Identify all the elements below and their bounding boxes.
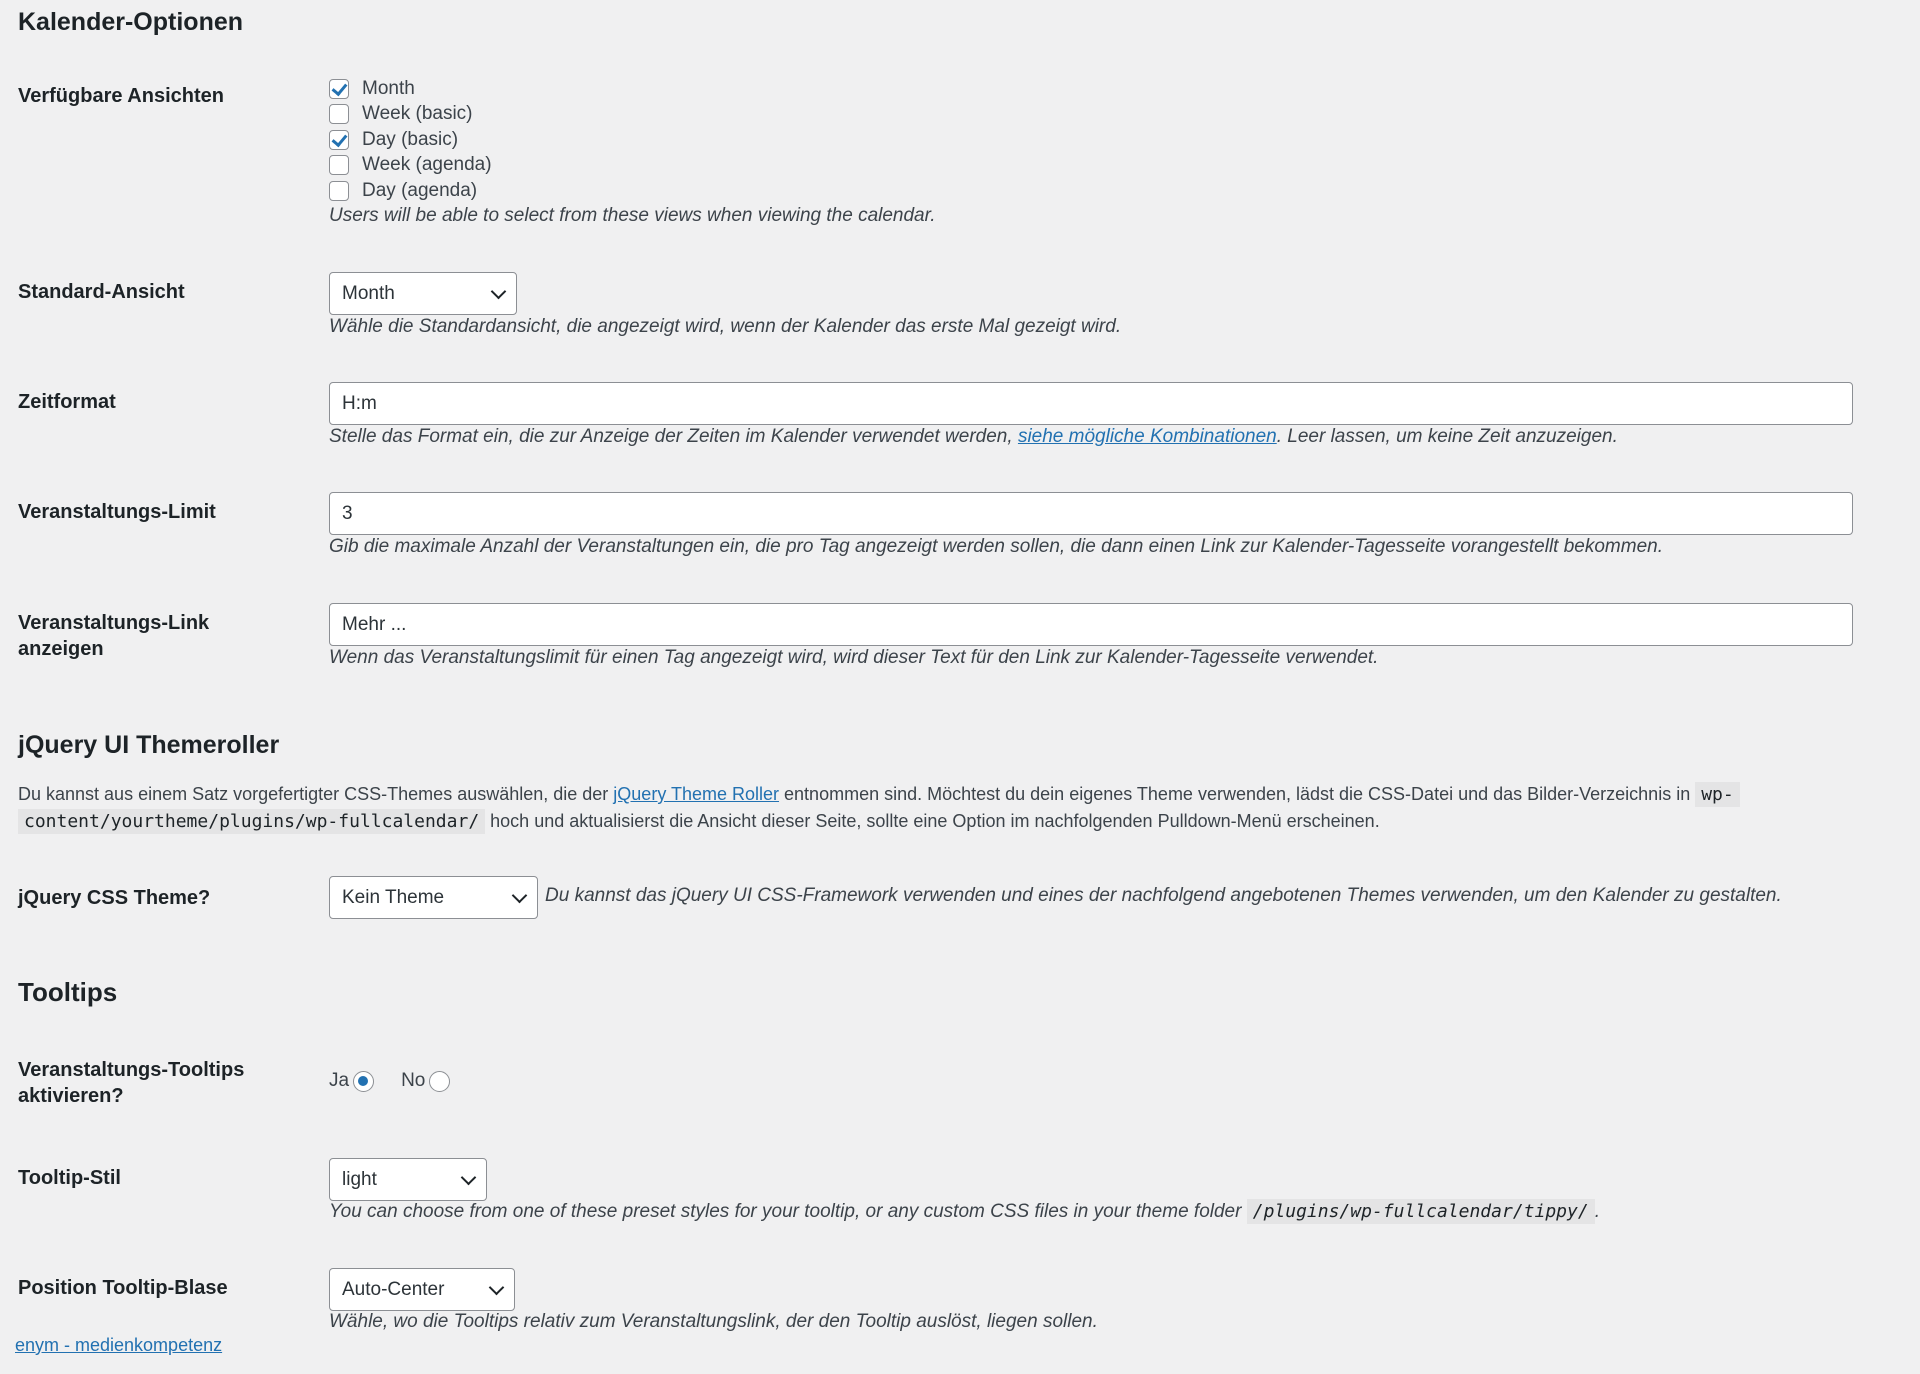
- event-link-label-line2: anzeigen: [18, 638, 104, 660]
- time-format-description-text: Stelle das Format ein, die zur Anzeige der Zeiten im Kalender verwendet werden,: [329, 426, 1018, 447]
- tooltips-enable-label: [18, 1057, 244, 1109]
- checkbox-week-basic[interactable]: [329, 104, 349, 124]
- view-option-month[interactable]: [329, 76, 492, 102]
- tooltip-style-description-text: You can choose from one of these preset styles for your tooltip, or any custom CSS files in your theme folder: [329, 1201, 1247, 1222]
- jquery-theme-roller-link[interactable]: jQuery Theme Roller: [613, 784, 780, 804]
- view-option-week-agenda[interactable]: [329, 153, 492, 179]
- tooltips-heading: Tooltips: [18, 977, 118, 1007]
- time-format-combinations-link[interactable]: siehe mögliche Kombinationen: [1017, 426, 1277, 447]
- view-option-day-basic[interactable]: [329, 127, 492, 153]
- view-option-label: Week (agenda): [362, 154, 492, 176]
- available-views-label: Verfügbare Ansichten: [18, 85, 224, 107]
- event-limit-description: Gib die maximale Anzahl der Veranstaltungen ein, die pro Tag angezeigt werden sollen, die dann einen Link zur Kalender-Tagesseite vorangestellt bekommen.: [329, 536, 1663, 557]
- tooltip-style-path-code: /plugins/wp-fullcalendar/tippy/: [1247, 1199, 1595, 1224]
- themeroller-heading: jQuery UI Themeroller: [18, 731, 280, 759]
- time-format-label: Zeitformat: [18, 391, 116, 413]
- tooltip-position-label: Position Tooltip-Blase: [18, 1277, 228, 1299]
- tooltips-enable-label-line2: aktivieren?: [18, 1085, 124, 1107]
- default-view-select[interactable]: [329, 272, 517, 315]
- checkbox-week-agenda[interactable]: [329, 155, 349, 175]
- view-option-week-basic[interactable]: [329, 102, 492, 128]
- calendar-options-heading: Kalender-Optionen: [18, 8, 244, 36]
- view-option-label: Month: [362, 77, 415, 99]
- tooltip-position-value: Auto-Center: [342, 1278, 445, 1300]
- css-theme-value: Kein Theme: [342, 886, 445, 908]
- themeroller-text-1: Du kannst aus einem Satz vorgefertigter CSS-Themes auswählen, die der: [18, 784, 614, 804]
- themeroller-description: [18, 781, 1848, 835]
- default-view-label: Standard-Ansicht: [18, 281, 185, 303]
- event-link-label: [18, 610, 209, 662]
- default-view-value: Month: [342, 282, 395, 304]
- checkbox-day-agenda[interactable]: [329, 181, 349, 201]
- radio-yes[interactable]: [353, 1071, 374, 1092]
- time-format-description-suffix: . Leer lassen, um keine Zeit anzuzeigen.: [1276, 426, 1618, 447]
- themeroller-text-2: entnommen sind. Möchtest du dein eigenes Theme verwenden, lädst die CSS-Datei und das Bilder-Verzeichnis in: [779, 784, 1696, 804]
- themeroller-path-code-cont: content/yourtheme/plugins/wp-fullcalendar/: [18, 809, 485, 834]
- css-theme-select[interactable]: [329, 876, 538, 919]
- chevron-down-icon: [512, 887, 528, 903]
- tooltip-position-select[interactable]: [329, 1268, 515, 1311]
- event-link-input[interactable]: Mehr ...: [329, 603, 1853, 646]
- checkbox-month[interactable]: [329, 79, 349, 99]
- view-option-label: Day (basic): [362, 128, 459, 150]
- time-format-input[interactable]: H:m: [329, 382, 1853, 425]
- themeroller-text-3: hoch und aktualisierst die Ansicht dieser Seite, sollte eine Option im nachfolgenden Pulldown-Menü erscheinen.: [485, 811, 1380, 831]
- footer-credit-link[interactable]: enym - medienkompetenz: [15, 1335, 223, 1355]
- radio-no-label: No: [401, 1070, 426, 1091]
- view-option-day-agenda[interactable]: [329, 178, 492, 204]
- tooltip-style-value: light: [342, 1168, 377, 1190]
- radio-no[interactable]: [429, 1071, 450, 1092]
- default-view-description: Wähle die Standardansicht, die angezeigt wird, wenn der Kalender das erste Mal gezeigt wird.: [329, 316, 1122, 337]
- event-link-label-line1: Veranstaltungs-Link: [18, 612, 210, 634]
- tooltip-style-select[interactable]: [329, 1158, 487, 1201]
- view-option-label: Day (agenda): [362, 179, 478, 201]
- event-limit-input[interactable]: 3: [329, 492, 1853, 535]
- event-link-description: Wenn das Veranstaltungslimit für einen Tag angezeigt wird, wird dieser Text für den Link zur Kalender-Tagesseite verwendet.: [329, 647, 1379, 668]
- tooltip-style-description: [329, 1201, 1600, 1223]
- time-format-description: [329, 426, 1618, 448]
- themeroller-path-code: wp-: [1695, 782, 1740, 807]
- radio-yes-label: Ja: [329, 1070, 350, 1091]
- tooltip-position-description: Wähle, wo die Tooltips relativ zum Veranstaltungslink, der den Tooltip auslöst, liegen sollen.: [329, 1311, 1098, 1332]
- css-theme-label: jQuery CSS Theme?: [18, 887, 211, 909]
- chevron-down-icon: [489, 1279, 505, 1295]
- tooltips-enable-label-line1: Veranstaltungs-Tooltips: [18, 1059, 245, 1081]
- tooltips-enable-radios: [329, 1070, 450, 1092]
- tooltip-style-description-suffix: .: [1594, 1201, 1600, 1222]
- tooltip-style-label: Tooltip-Stil: [18, 1167, 121, 1189]
- event-limit-label: Veranstaltungs-Limit: [18, 501, 216, 523]
- available-views-list: [329, 76, 492, 204]
- chevron-down-icon: [461, 1169, 477, 1185]
- available-views-description: Users will be able to select from these views when viewing the calendar.: [329, 205, 936, 226]
- view-option-label: Week (basic): [362, 103, 473, 125]
- chevron-down-icon: [491, 283, 507, 299]
- css-theme-description: Du kannst das jQuery UI CSS-Framework verwenden und eines der nachfolgend angebotenen Themes verwenden, um den Kalender zu gestalten.: [545, 885, 1782, 906]
- checkbox-day-basic[interactable]: [329, 130, 349, 150]
